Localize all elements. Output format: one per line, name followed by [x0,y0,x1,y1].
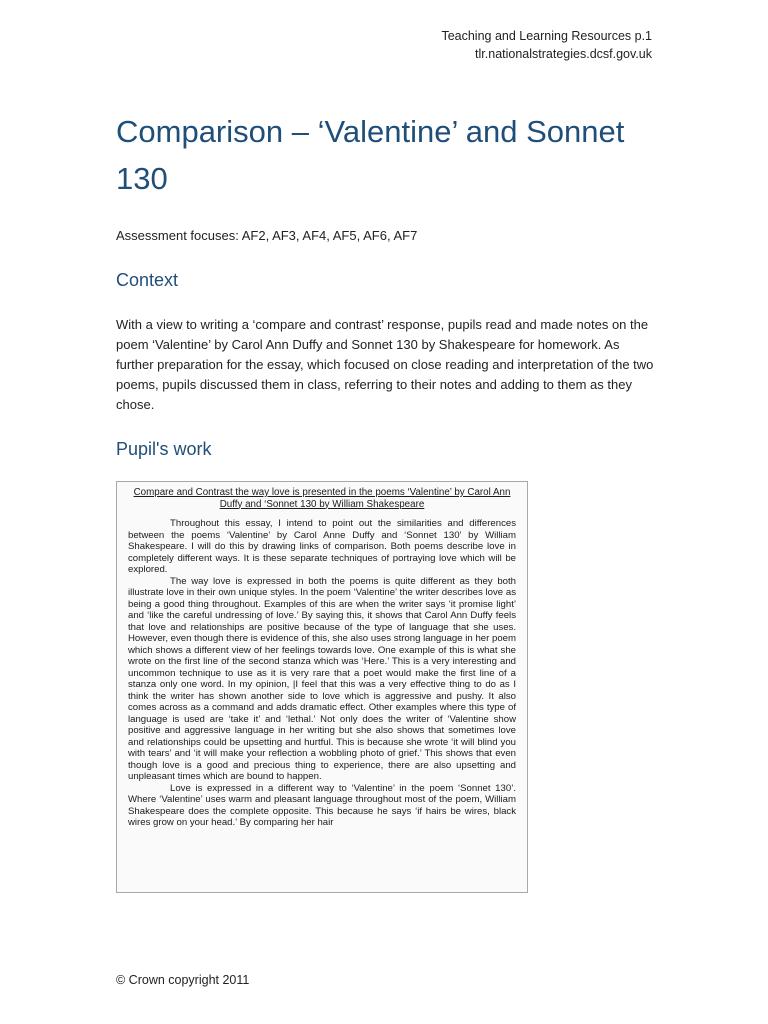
essay-paragraph: Love is expressed in a different way to ‘Valentine’ in the poem ‘Sonnet 130’. Where ‘Valentine’ uses warm and pleasant language throughout most of the poem, William Shakespeare does the complete opposite. This because he says ‘if hairs be wires, black wires grow on your head.’ By comparing her hair [128,782,516,828]
pupil-work-heading: Pupil's work [116,439,212,459]
pupil-essay-title: Compare and Contrast the way love is presented in the poems ‘Valentine’ by Carol Ann Duffy and ‘Sonnet 130 by William Shakespeare [133,487,511,510]
essay-paragraph: Throughout this essay, I intend to point out the similarities and differences between the poems ‘Valentine’ by Carol Anne Duffy and ‘Sonnet 130’ by William Shakespeare. I will do this by drawing links of comparison. Both poems describe love in completely different ways. It is these separate techniques of portraying love which will be explored. [128,518,516,575]
pupil-work-scan [116,481,528,893]
header-resource-label: Teaching and Learning Resources p.1 [441,29,652,43]
copyright-footer: © Crown copyright 2011 [116,973,250,987]
page-header [441,27,652,63]
context-heading: Context [116,270,179,290]
header-url: tlr.nationalstrategies.dcsf.gov.uk [475,47,652,61]
document-title: Comparison – ‘Valentine’ and Sonnet 130 [116,114,625,196]
assessment-focuses: Assessment focuses: AF2, AF3, AF4, AF5, AF6, AF7 [116,228,418,243]
essay-paragraph: The way love is expressed in both the poems is quite different as they both illustrate love in their own unique styles. In the poem ‘Valentine’ the writer describes love as being a good thing throughout. Examples of this are when the writer says ‘it promise light’ and ‘like the careful undressing of love.’ By saying this, it shows that Carol Ann Duffy feels that love and relationships are positive because of the type of language that she uses. However, even though there is evidence of this, she also uses strong language in her poem which shows a different view of her feelings towards love. One example of this is what she wrote on the first line of the second stanza which was ‘Here.’ This is a very interesting and uncommon technique to use as it is very rare that a poet would make the first line of a stanza only one word. In my opinion, |I feel that this was a very effective thing to do as I think the writer has shown another side to love which is aggressive and pushy. It also comes across as a command and adds dramatic effect. Other examples where this type of language is used are ‘take it’ and ‘lethal.’ Not only does the writer of ‘Valentine show positive and aggressive language in her writing but she also shows that sometimes love and relationships could be upsetting and hurtful. This is because she wrote ‘it will blind you with tears’ and ‘it will make your reflection a wobbling photo of grief.’ This shows that even though love is a good and precious thing to experience, there are also upsetting and unpleasant times which are bound to happen. [128,575,516,782]
context-paragraph: With a view to writing a ‘compare and contrast’ response, pupils read and made notes on the poem ‘Valentine’ by Carol Ann Duffy and Sonnet 130 by Shakespeare for homework. As further preparation for the essay, which focused on close reading and interpretation of the two poems, pupils discussed them in class, referring to their notes and adding to them as they chose. [116,317,654,412]
